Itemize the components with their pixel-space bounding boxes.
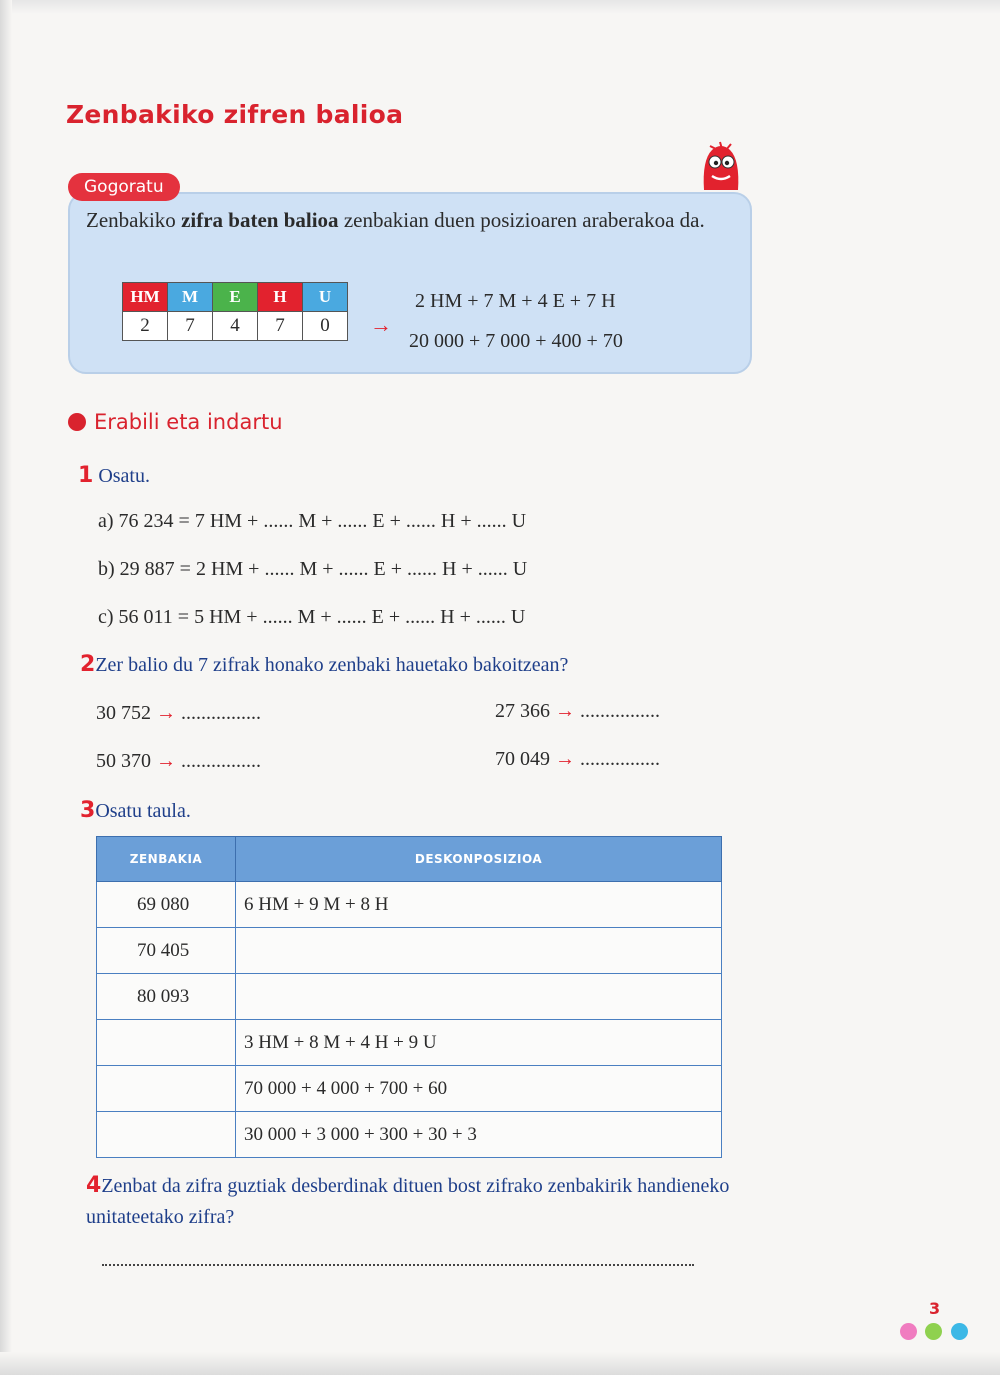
page-edge-bottom — [0, 1352, 1000, 1375]
mascot-icon — [698, 140, 744, 192]
value-item-1[interactable] — [96, 702, 261, 725]
place-value-digit-row — [123, 312, 348, 341]
place-value-table — [122, 282, 348, 341]
decor-dot-green — [925, 1323, 942, 1340]
answer-line[interactable] — [102, 1254, 694, 1266]
remember-tab: Gogoratu — [68, 173, 180, 201]
number-cell[interactable] — [97, 1020, 236, 1066]
value-number: 70 049 — [495, 748, 550, 770]
table-row — [97, 928, 722, 974]
value-item-3[interactable] — [96, 750, 261, 773]
section-heading — [68, 410, 283, 434]
answer-blank[interactable]: ................ — [580, 748, 660, 770]
arrow-icon: → — [555, 700, 575, 722]
value-number: 27 366 — [495, 700, 550, 722]
question-label: Zer balio du 7 zifrak honako zenbaki hauetako bakoitzean? — [95, 654, 569, 676]
answer-blank[interactable]: ................ — [181, 702, 261, 724]
value-item-2[interactable] — [495, 700, 660, 723]
table-header-row — [97, 837, 722, 882]
place-value-header: HM — [123, 283, 168, 312]
decomposition-units: 2 HM + 7 M + 4 E + 7 H — [415, 290, 616, 312]
column-header: ZENBAKIA — [97, 837, 236, 882]
question-1 — [78, 463, 150, 488]
question-2 — [80, 652, 568, 677]
decomposition-cell: 6 HM + 9 M + 8 H — [236, 882, 722, 928]
section-heading-text: Erabili eta indartu — [94, 410, 283, 434]
table-row — [97, 974, 722, 1020]
place-value-header-row — [123, 283, 348, 312]
decomposition-cell: 30 000 + 3 000 + 300 + 30 + 3 — [236, 1112, 722, 1158]
question-number: 4 — [86, 1173, 102, 1198]
place-value-header: M — [168, 283, 213, 312]
place-value-header: H — [258, 283, 303, 312]
table-row — [97, 1112, 722, 1158]
question-label: Osatu taula. — [95, 800, 191, 822]
exercise-line-b[interactable]: b) 29 887 = 2 HM + ...... M + ...... E + ...... H + ...... U — [98, 558, 528, 580]
decomposition-cell[interactable] — [236, 974, 722, 1020]
question-label: Zenbat da zifra guztiak desberdinak dituen bost zifrako zenbakirik handieneko unitateetako zifra? — [86, 1175, 730, 1228]
number-cell[interactable] — [97, 1112, 236, 1158]
question-number: 3 — [80, 798, 96, 823]
place-value-digit: 4 — [213, 312, 258, 341]
question-3 — [80, 798, 191, 823]
number-cell: 70 405 — [97, 928, 236, 974]
arrow-icon: → — [370, 312, 392, 337]
number-cell: 80 093 — [97, 974, 236, 1020]
place-value-digit: 0 — [303, 312, 348, 341]
arrow-icon: → — [156, 702, 176, 724]
answer-blank[interactable]: ................ — [580, 700, 660, 722]
place-value-digit: 2 — [123, 312, 168, 341]
question-label: Osatu. — [98, 465, 150, 487]
place-value-header: U — [303, 283, 348, 312]
bullet-icon — [68, 413, 86, 431]
question-number: 1 — [78, 463, 94, 488]
page-number: 3 — [929, 1299, 941, 1318]
question-4 — [86, 1170, 806, 1233]
decomposition-table — [96, 836, 722, 1158]
remember-text — [86, 204, 736, 237]
place-value-digit: 7 — [258, 312, 303, 341]
remember-text-start: Zenbakiko — [86, 208, 182, 232]
value-item-4[interactable] — [495, 748, 660, 771]
decomposition-cell: 70 000 + 4 000 + 700 + 60 — [236, 1066, 722, 1112]
place-value-digit: 7 — [168, 312, 213, 341]
table-row — [97, 882, 722, 928]
exercise-line-a[interactable]: a) 76 234 = 7 HM + ...... M + ...... E + ...... H + ...... U — [98, 510, 527, 532]
decor-dot-blue — [951, 1323, 968, 1340]
page-edge-left — [0, 0, 12, 1375]
value-number: 50 370 — [96, 750, 151, 772]
answer-blank[interactable]: ................ — [181, 750, 261, 772]
decomposition-cell[interactable] — [236, 928, 722, 974]
page-title: Zenbakiko zifren balioa — [66, 100, 404, 129]
question-number: 2 — [80, 652, 96, 677]
arrow-icon: → — [156, 750, 176, 772]
column-header: DESKONPOSIZIOA — [236, 837, 722, 882]
remember-text-bold: zifra baten balioa — [181, 208, 339, 232]
value-number: 30 752 — [96, 702, 151, 724]
decomposition-values: 20 000 + 7 000 + 400 + 70 — [409, 330, 623, 352]
decomposition-cell: 3 HM + 8 M + 4 H + 9 U — [236, 1020, 722, 1066]
number-cell: 69 080 — [97, 882, 236, 928]
page-edge-top — [0, 0, 1000, 14]
table-row — [97, 1020, 722, 1066]
remember-text-end: zenbakian duen posizioaren araberakoa da. — [338, 208, 705, 232]
exercise-line-c[interactable]: c) 56 011 = 5 HM + ...... M + ...... E + ...... H + ...... U — [98, 606, 526, 628]
place-value-header: E — [213, 283, 258, 312]
decor-dot-pink — [900, 1323, 917, 1340]
arrow-icon: → — [555, 748, 575, 770]
table-row — [97, 1066, 722, 1112]
number-cell[interactable] — [97, 1066, 236, 1112]
